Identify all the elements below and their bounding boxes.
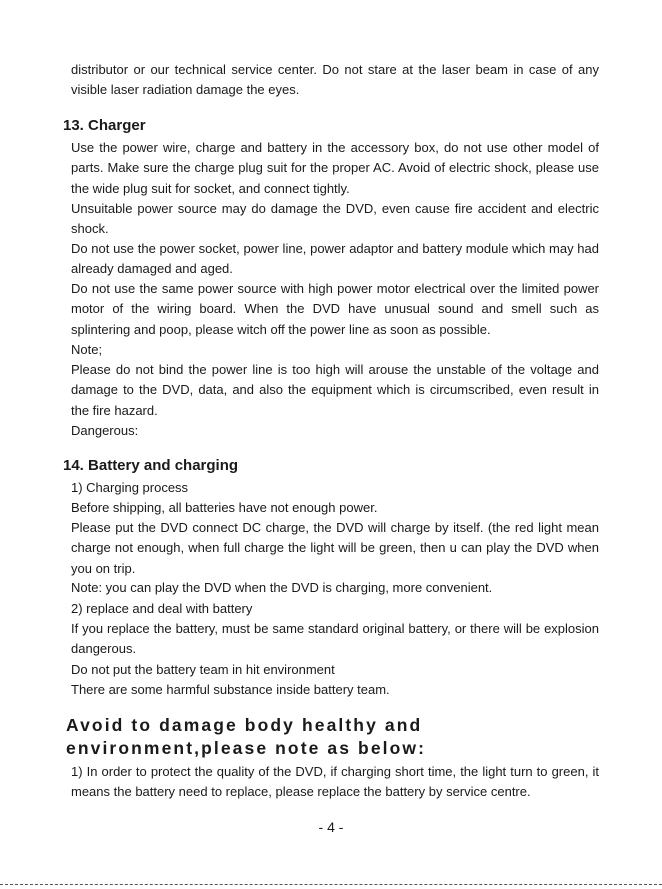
- section-heading-environment: Avoid to damage body healthy and environment,please note as below:: [66, 715, 427, 758]
- charger-dangerous-label: Dangerous:: [71, 423, 139, 438]
- battery-paragraph-3: Please put the DVD connect DC charge, the DVD will charge by itself. (the red light mean charge not enough, when full charge the light will be green, then u can play the DVD when you on trip.: [71, 520, 599, 576]
- charger-paragraph-4: Do not use the same power source with high power motor electrical over the limited power motor of the wiring board. When the DVD have unusual sound and smell such as splintering and poop, please witch off the power line as soon as possible.: [71, 281, 599, 337]
- charger-paragraph-2: Unsuitable power source may do damage the DVD, even cause fire accident and electric shock.: [71, 201, 599, 237]
- bottom-dashed-rule: [0, 884, 662, 885]
- section-heading-battery: 14. Battery and charging: [63, 457, 239, 474]
- charger-paragraph-6: Please do not bind the power line is too high will arouse the unstable of the voltage and damage to the DVD, data, and also the equipment which is circumscribed, even result in the fire hazard.: [71, 362, 599, 418]
- charger-paragraph-1: Use the power wire, charge and battery in the accessory box, do not use other model of parts. Make sure the charge plug suit for the proper AC. Avoid of electric shock, please use the wide plug suit for socket, and connect tightly.: [71, 140, 599, 196]
- battery-paragraph-5: 2) replace and deal with battery: [71, 601, 253, 616]
- battery-paragraph-7: Do not put the battery team in hit environment: [71, 662, 335, 677]
- battery-paragraph-8: There are some harmful substance inside battery team.: [71, 682, 390, 697]
- page-number: - 4 -: [318, 819, 344, 835]
- charger-paragraph-3: Do not use the power socket, power line, power adaptor and battery module which may had already damaged and aged.: [71, 241, 599, 277]
- charger-note-label: Note;: [71, 342, 103, 357]
- battery-paragraph-6: If you replace the battery, must be same standard original battery, or there will be explosion dangerous.: [71, 621, 599, 657]
- environment-paragraph-1: 1) In order to protect the quality of the DVD, if charging short time, the light turn to green, it means the battery need to replace, please replace the battery by service centre.: [71, 764, 599, 800]
- battery-paragraph-4: Note: you can play the DVD when the DVD is charging, more convenient.: [71, 580, 493, 595]
- battery-paragraph-2: Before shipping, all batteries have not enough power.: [71, 500, 378, 515]
- battery-paragraph-1: 1) Charging process: [71, 480, 189, 495]
- intro-paragraph: distributor or our technical service center. Do not stare at the laser beam in case of any visible laser radiation damage the eyes.: [71, 62, 599, 98]
- section-heading-charger: 13. Charger: [63, 117, 146, 134]
